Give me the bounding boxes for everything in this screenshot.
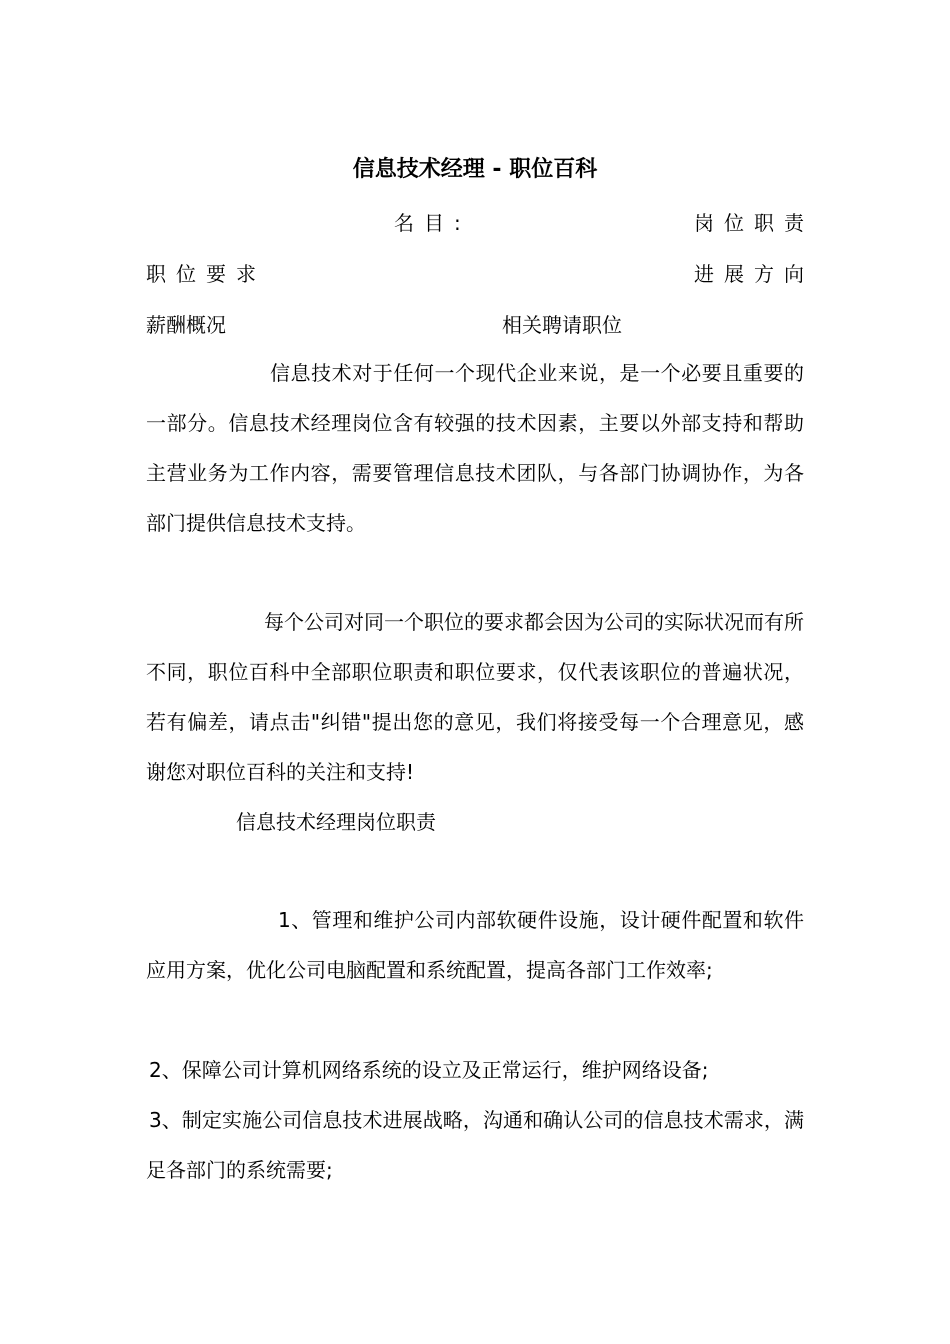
toc-link-career-path[interactable]: 进展方向 — [694, 262, 814, 286]
toc-link-salary[interactable]: 薪酬概况 — [146, 313, 226, 337]
toc-row-2 — [146, 257, 814, 291]
toc-link-duties[interactable]: 岗位职责 — [694, 211, 814, 235]
duty-item-3: 3、制定实施公司信息技术进展战略，沟通和确认公司的信息技术需求，满足各部门的系统需要; — [146, 1108, 804, 1182]
intro-paragraph: 信息技术对于任何一个现代企业来说，是一个必要且重要的一部分。信息技术经理岗位含有较强的技术因素，主要以外部支持和帮助主营业务为工作内容，需要管理信息技术团队，与各部门协调协作，为各部门提供信息技术支持。 — [146, 361, 804, 535]
duty-item-2: 2、保障公司计算机网络系统的设立及正常运行，维护网络设备; — [149, 1058, 709, 1082]
duty-item-1: 1、管理和维护公司内部软硬件设施，设计硬件配置和软件应用方案，优化公司电脑配置和系统配置，提高各部门工作效率; — [146, 908, 804, 982]
toc-row-3 — [146, 308, 804, 342]
toc-label: 名目: — [394, 211, 471, 235]
notice-paragraph: 每个公司对同一个职位的要求都会因为公司的实际状况而有所不同，职位百科中全部职位职责和职位要求，仅代表该职位的普遍状况，若有偏差，请点击"纠错"提出您的意见，我们将接受每一个合理意见，感谢您对职位百科的关注和支持! — [146, 610, 804, 784]
toc-row-1 — [146, 206, 814, 240]
toc-link-related-jobs[interactable]: 相关聘请职位 — [502, 313, 622, 337]
section-heading-duties: 信息技术经理岗位职责 — [236, 810, 436, 834]
toc-link-requirements[interactable]: 职位要求 — [146, 262, 266, 286]
document-title: 信息技术经理 - 职位百科 — [352, 157, 598, 182]
